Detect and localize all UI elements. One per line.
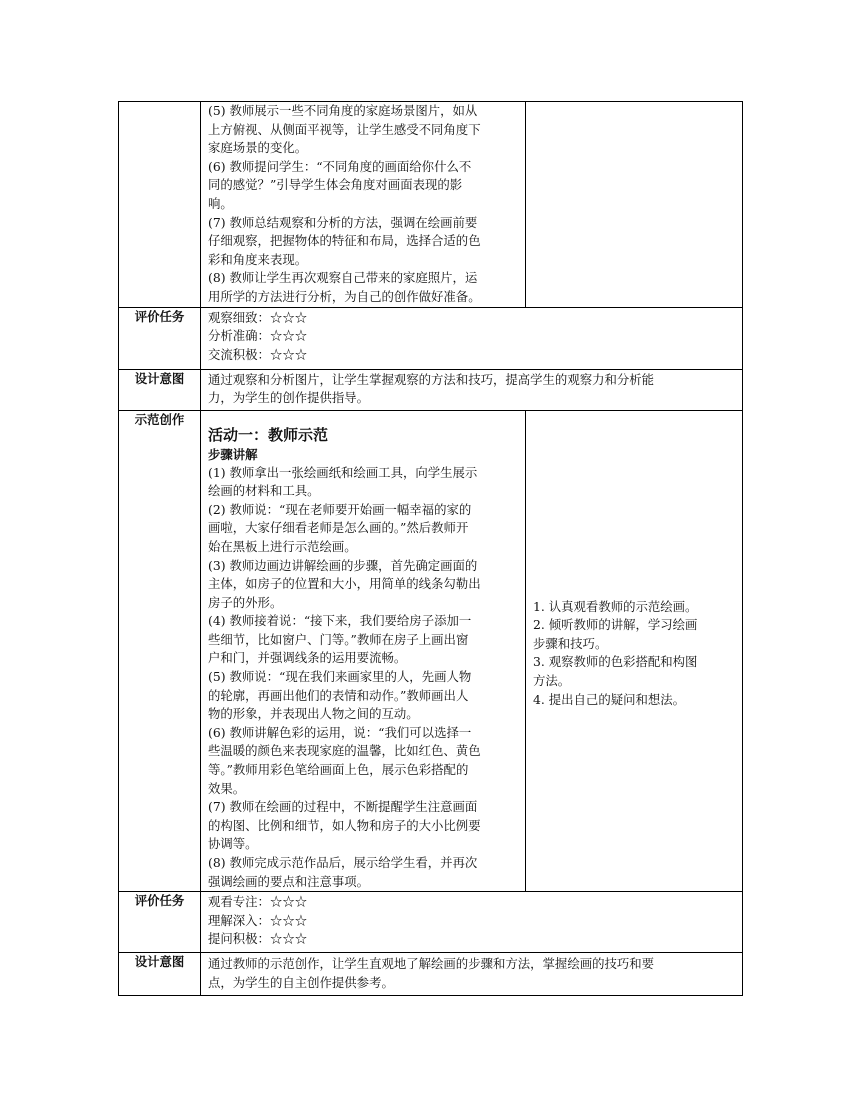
text-line: 绘画的材料和工具。 bbox=[208, 483, 320, 499]
text-line: (7) 教师在绘画的过程中，不断提醒学生注意画面 bbox=[208, 799, 478, 815]
text-line: (7) 教师总结观察和分析的方法，强调在绘画前要 bbox=[208, 214, 478, 230]
text-line: 点，为学生的自主创作提供参考。 bbox=[208, 974, 394, 990]
text-line: 仔细观察，把握物体的特征和布局，选择合适的色 bbox=[208, 233, 481, 249]
evaluation-cell bbox=[201, 892, 743, 953]
table-row bbox=[119, 307, 743, 369]
text-line: (4) 教师接着说：“接下来，我们要给房子添加一 bbox=[208, 613, 472, 629]
text-line: 观察细致：☆☆☆ bbox=[208, 309, 308, 325]
teacher-activity-cell bbox=[201, 410, 526, 892]
text-line: (5) 教师展示一些不同角度的家庭场景图片，如从 bbox=[208, 103, 478, 118]
text-line: 主体，如房子的位置和大小，用简单的线条勾勒出 bbox=[208, 576, 481, 592]
text-line: 交流积极：☆☆☆ bbox=[208, 346, 308, 362]
activity-title: 活动一：教师示范 bbox=[208, 425, 329, 444]
row-label: 设计意图 bbox=[119, 369, 201, 410]
text-line: 分析准确：☆☆☆ bbox=[208, 328, 308, 344]
row-label: 设计意图 bbox=[119, 953, 201, 996]
text-line: 协调等。 bbox=[208, 836, 258, 852]
design-intent-cell bbox=[201, 953, 743, 996]
table-row bbox=[119, 369, 743, 410]
text-line: 通过观察和分析图片，让学生掌握观察的方法和技巧，提高学生的观察力和分析能 bbox=[208, 371, 655, 387]
row-label: 评价任务 bbox=[119, 307, 201, 369]
student-activity-cell bbox=[526, 410, 743, 892]
text-line: 3. 观察教师的色彩搭配和构图 bbox=[533, 654, 698, 670]
text-block bbox=[208, 953, 735, 992]
text-line: 观看专注：☆☆☆ bbox=[208, 894, 308, 910]
table-row bbox=[119, 892, 743, 953]
text-line: 家庭场景的变化。 bbox=[208, 140, 308, 156]
lesson-plan-table bbox=[118, 101, 743, 996]
text-block bbox=[208, 892, 735, 949]
text-line: 强调绘画的要点和注意事项。 bbox=[208, 873, 370, 889]
text-block bbox=[208, 464, 518, 892]
label-cell-empty bbox=[119, 102, 201, 308]
text-line: 2. 倾听教师的讲解，学习绘画 bbox=[533, 617, 698, 633]
design-intent-cell bbox=[201, 369, 743, 410]
section-subtitle: 步骤讲解 bbox=[208, 446, 258, 462]
text-line: (6) 教师讲解色彩的运用，说：“我们可以选择一 bbox=[208, 724, 472, 740]
text-line: 提问积极：☆☆☆ bbox=[208, 931, 308, 947]
row-label: 示范创作 bbox=[119, 410, 201, 892]
text-line: (6) 教师提问学生：“不同角度的画面给你什么不 bbox=[208, 158, 472, 174]
text-line: 上方俯视、从侧面平视等，让学生感受不同角度下 bbox=[208, 121, 481, 137]
text-line: 始在黑板上进行示范绘画。 bbox=[208, 538, 357, 554]
text-block bbox=[208, 308, 735, 365]
text-line: 步骤和技巧。 bbox=[533, 635, 608, 651]
table-row bbox=[119, 953, 743, 996]
text-line: 物的形象，并表现出人物之间的互动。 bbox=[208, 706, 419, 722]
row-label: 评价任务 bbox=[119, 892, 201, 953]
text-line: (8) 教师让学生再次观察自己带来的家庭照片，运 bbox=[208, 270, 478, 286]
text-line: 方法。 bbox=[533, 672, 571, 688]
text-line: 1. 认真观看教师的示范绘画。 bbox=[533, 598, 698, 614]
text-line: 力，为学生的创作提供指导。 bbox=[208, 390, 370, 406]
text-line: 的轮廓，再画出他们的表情和动作。”教师画出人 bbox=[208, 687, 469, 703]
text-line: 效果。 bbox=[208, 780, 246, 796]
text-line: (1) 教师拿出一张绘画纸和绘画工具，向学生展示 bbox=[208, 464, 478, 480]
student-activity-cell bbox=[526, 102, 743, 308]
text-line: 同的感觉？”引导学生体会角度对画面表现的影 bbox=[208, 177, 463, 193]
teacher-activity-cell bbox=[201, 102, 526, 308]
text-line: 4. 提出自己的疑问和想法。 bbox=[533, 691, 686, 707]
text-line: 户和门，并强调线条的运用要流畅。 bbox=[208, 650, 407, 666]
text-line: 响。 bbox=[208, 195, 233, 211]
text-line: (3) 教师边画边讲解绘画的步骤，首先确定画面的 bbox=[208, 557, 478, 573]
text-line: 画啦，大家仔细看老师是怎么画的。”然后教师开 bbox=[208, 520, 469, 536]
text-line: 房子的外形。 bbox=[208, 594, 283, 610]
evaluation-cell bbox=[201, 307, 743, 369]
text-line: 些细节，比如窗户、门等。”教师在房子上画出窗 bbox=[208, 631, 469, 647]
text-line: 等。”教师用彩色笔给画面上色，展示色彩搭配的 bbox=[208, 762, 469, 778]
text-line: (5) 教师说：“现在我们来画家里的人，先画人物 bbox=[208, 669, 472, 685]
text-block bbox=[208, 102, 518, 307]
student-list bbox=[533, 411, 735, 710]
text-line: 用所学的方法进行分析，为自己的创作做好准备。 bbox=[208, 288, 481, 304]
text-line: 的构图、比例和细节，如人物和房子的大小比例要 bbox=[208, 817, 481, 833]
text-line: (2) 教师说：“现在老师要开始画一幅幸福的家的 bbox=[208, 501, 472, 517]
text-line: 通过教师的示范创作，让学生直观地了解绘画的步骤和方法，掌握绘画的技巧和要 bbox=[208, 956, 655, 972]
text-block bbox=[208, 370, 735, 408]
text-line: 些温暖的颜色来表现家庭的温馨，比如红色、黄色 bbox=[208, 743, 481, 759]
text-line: 理解深入：☆☆☆ bbox=[208, 912, 308, 928]
text-line: 彩和角度来表现。 bbox=[208, 251, 308, 267]
table-row bbox=[119, 102, 743, 308]
table-row bbox=[119, 410, 743, 892]
text-line: (8) 教师完成示范作品后，展示给学生看，并再次 bbox=[208, 855, 478, 870]
